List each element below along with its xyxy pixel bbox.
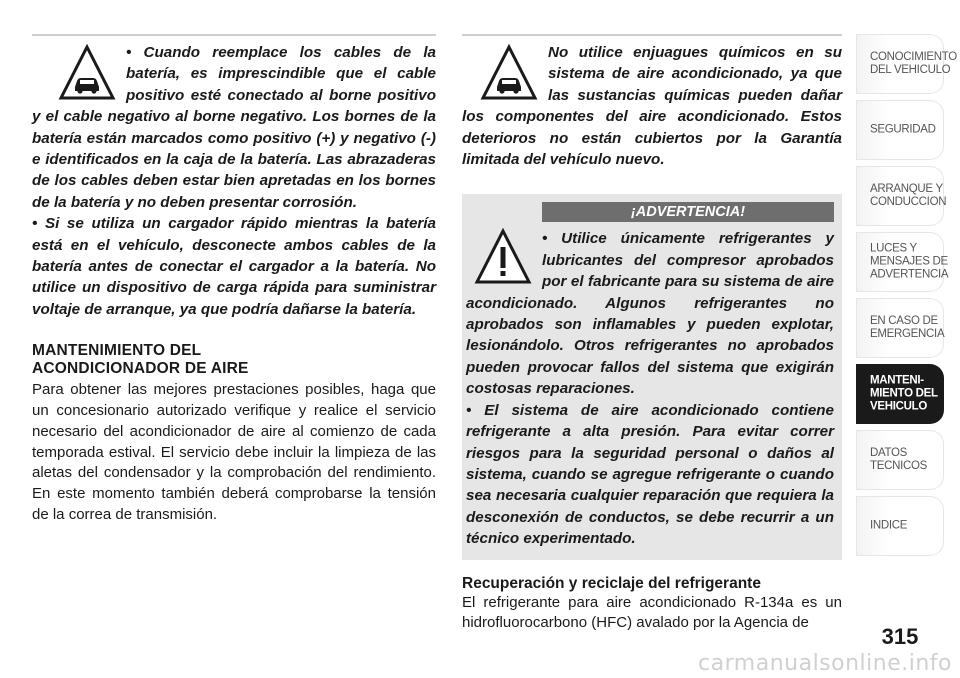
advertencia-item: • El sistema de aire acondicionado contiene refrigerante a alta presión. Para evitar correr riesgos para la seguridad personal o daños al sistema, cuando se agregue refrigerante o cuando sea necesaria cualquier reparación que requiera la desconexión de conductos, se debe recurrir a un técnico experimentado. xyxy=(466,401,834,548)
sidebar-tab-luces[interactable]: LUCES Y MENSAJES DE ADVERTENCIA xyxy=(856,232,944,292)
left-column xyxy=(32,34,436,526)
subsection-body: El refrigerante para aire acondicionado R-134a es un hidrofluorocarbono (HFC) avalado por la Agencia de xyxy=(462,593,842,632)
section-body: Para obtener las mejores prestaciones posibles, haga que un concesionario autorizado verifique y realice el servicio necesario del acondicionador de aire al comienzo de cada temporada estival. El servicio debe incluir la limpieza de las aletas del condensador y la comprobación del rendimiento. En este momento también deberá comprobarse la tensión de la correa de transmisión. xyxy=(32,381,436,524)
sidebar-tab-mantenimiento[interactable]: MANTENI- MIENTO DEL VEHICULO xyxy=(856,364,944,424)
divider xyxy=(462,34,842,36)
sidebar-tab-conocimiento[interactable]: CONOCIMIENTO DEL VEHICULO xyxy=(856,34,944,94)
subsection-title: Recuperación y reciclaje del refrigerante xyxy=(462,574,761,592)
warning-item: • Cuando reemplace los cables de la batería, es imprescindible que el cable positivo esté conectado al borne positivo y el cable negativo al borne negativo. Los bornes de la batería están marcados como positivo (+) y negativo (-) e identificados en la caja de la batería. Las abrazaderas de los cables deben estar bien apretadas en los bornes de la batería y no deben presentar corrosión. xyxy=(32,44,436,211)
chemical-caution xyxy=(462,42,842,170)
sidebar-tab-emergencia[interactable]: EN CASO DE EMERGENCIA xyxy=(856,298,944,358)
sidebar-tab-indice[interactable]: INDICE xyxy=(856,496,944,556)
section-title: MANTENIMIENTO DEL ACONDICIONADOR DE AIRE xyxy=(32,342,249,378)
sidebar-tab-arranque[interactable]: ARRANQUE Y CONDUCCION xyxy=(856,166,944,226)
car-warning-icon xyxy=(480,44,538,102)
divider xyxy=(32,34,436,36)
battery-warning xyxy=(32,42,436,320)
caution-text: No utilice enjuagues químicos en su sistema de aire acondicionado, ya que las sustancias químicas pueden dañar los componentes del aire acondicionado. Estos deterioros no están cubiertos por la Garantía limitada del vehículo nuevo. xyxy=(462,44,842,169)
watermark: carmanualsonline.info xyxy=(698,651,952,676)
advertencia-title: ¡ADVERTENCIA! xyxy=(542,202,834,222)
sidebar-tab-seguridad[interactable]: SEGURIDAD xyxy=(856,100,944,160)
right-column xyxy=(462,34,842,634)
warning-item: • Si se utiliza un cargador rápido mientras la batería está en el vehículo, desconecte ambos cables de la batería antes de conectar el cargador a la batería. No utilice un dispositivo de carga rápida para suministrar voltaje de arranque, ya que podría dañarse la batería. xyxy=(32,215,436,318)
advertencia-item: • Utilice únicamente refrigerantes y lubricantes del compresor aprobados por el fabricante para su sistema de aire acondicionado. Algunos refrigerantes no aprobados son inflamables y pueden explotar, lesionándolo. Otros refrigerantes no aprobados pueden provocar fallos del sistema que exigirán costosas reparaciones. xyxy=(466,230,834,398)
sidebar-tab-datos[interactable]: DATOS TECNICOS xyxy=(856,430,944,490)
page-number: 315 xyxy=(881,624,919,649)
exclamation-warning-icon xyxy=(474,228,532,286)
car-warning-icon xyxy=(58,44,116,102)
chapter-sidebar xyxy=(856,34,957,562)
advertencia-box xyxy=(462,194,842,559)
